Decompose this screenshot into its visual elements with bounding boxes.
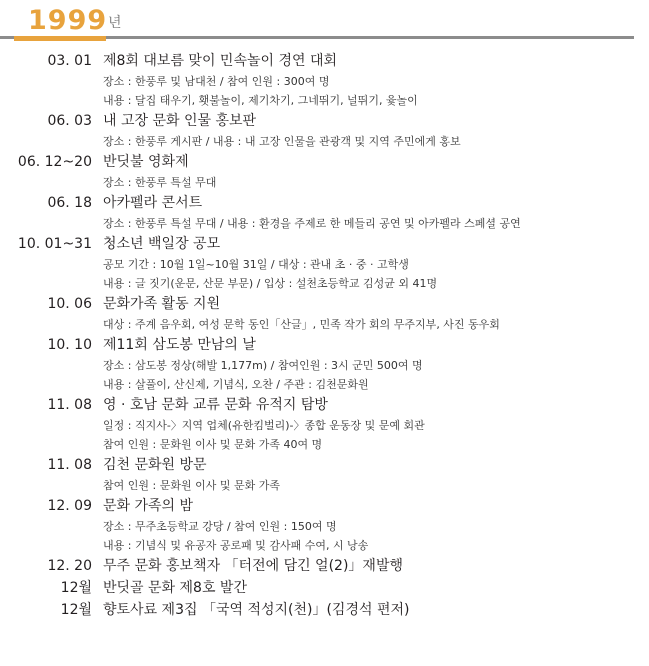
event-title: 내 고장 문화 인물 홍보판 bbox=[103, 113, 257, 129]
event-date: 06. 12~20 bbox=[17, 154, 92, 170]
event-date: 11. 08 bbox=[47, 397, 92, 413]
event-date: 12. 09 bbox=[47, 498, 92, 514]
event-title: 문화가족 활동 지원 bbox=[103, 296, 221, 312]
event-date: 12월 bbox=[60, 602, 92, 618]
event-item bbox=[0, 110, 649, 151]
event-title: 무주 문화 홍보책자 「터전에 담긴 얼(2)」재발행 bbox=[103, 558, 403, 574]
event-detail: 내용 : 살풀이, 산신제, 기념식, 오찬 / 주관 : 김천문화원 bbox=[103, 378, 369, 391]
event-detail: 내용 : 기념식 및 유공자 공로패 및 감사패 수여, 시 낭송 bbox=[103, 539, 369, 552]
event-title: 반딧불 영화제 bbox=[103, 154, 189, 170]
event-date: 12월 bbox=[60, 580, 92, 596]
event-title: 반딧골 문화 제8호 발간 bbox=[103, 580, 247, 596]
event-list bbox=[0, 50, 649, 621]
event-date: 10. 01~31 bbox=[17, 236, 92, 252]
event-date: 06. 18 bbox=[47, 195, 92, 211]
event-item bbox=[0, 394, 649, 454]
event-date: 12. 20 bbox=[47, 558, 92, 574]
event-title: 제8회 대보름 맞이 민속놀이 경연 대회 bbox=[103, 53, 338, 69]
event-item bbox=[0, 577, 649, 599]
event-detail: 참여 인원 : 문화원 이사 및 문화 가족 bbox=[103, 479, 280, 492]
year-suffix: 년 bbox=[108, 15, 122, 31]
event-item bbox=[0, 50, 649, 110]
event-detail: 장소 : 한풍루 특설 무대 / 내용 : 환경을 주제로 한 메들리 공연 및 아카펠라 스페셜 공연 bbox=[103, 217, 521, 230]
event-title: 아카펠라 콘서트 bbox=[103, 195, 203, 211]
event-item bbox=[0, 293, 649, 334]
event-item bbox=[0, 334, 649, 394]
event-detail: 장소 : 한풍루 및 남대천 / 참여 인원 : 300여 명 bbox=[103, 75, 330, 88]
event-title: 제11회 삼도봉 만남의 날 bbox=[103, 337, 256, 353]
event-detail: 일정 : 직지사-〉지역 업체(유한킴벌리)-〉종합 운동장 및 문예 회관 bbox=[103, 419, 425, 432]
event-detail: 내용 : 달집 태우기, 횃불놀이, 제기차기, 그네뛰기, 널뛰기, 윷놀이 bbox=[103, 94, 418, 107]
event-detail: 장소 : 한풍루 게시판 / 내용 : 내 고장 인물을 관광객 및 지역 주민에게 홍보 bbox=[103, 135, 461, 148]
event-title: 영 · 호남 문화 교류 문화 유적지 탐방 bbox=[103, 397, 328, 413]
event-date: 10. 06 bbox=[47, 296, 92, 312]
event-item bbox=[0, 192, 649, 233]
event-item bbox=[0, 151, 649, 192]
event-detail: 장소 : 삼도봉 정상(해발 1,177m) / 참여인원 : 3시 군민 500여 명 bbox=[103, 359, 423, 372]
event-item bbox=[0, 555, 649, 577]
event-detail: 참여 인원 : 문화원 이사 및 문화 가족 40여 명 bbox=[103, 438, 323, 451]
event-detail: 내용 : 글 짓기(운문, 산문 부문) / 입상 : 설천초등학교 김성균 외 41명 bbox=[103, 277, 438, 290]
event-item bbox=[0, 599, 649, 621]
event-item bbox=[0, 454, 649, 495]
event-date: 11. 08 bbox=[47, 457, 92, 473]
event-title: 김천 문화원 방문 bbox=[103, 457, 207, 473]
event-detail: 장소 : 한풍루 특설 무대 bbox=[103, 176, 217, 189]
event-date: 06. 03 bbox=[47, 113, 92, 129]
event-title: 문화 가족의 밤 bbox=[103, 498, 194, 514]
header-accent-bar bbox=[14, 36, 106, 41]
event-item bbox=[0, 233, 649, 293]
event-date: 03. 01 bbox=[47, 53, 92, 69]
event-detail: 장소 : 무주초등학교 강당 / 참여 인원 : 150여 명 bbox=[103, 520, 337, 533]
year-heading: 1999 bbox=[28, 5, 108, 36]
event-detail: 공모 기간 : 10월 1일~10월 31일 / 대상 : 관내 초 · 중 · 고학생 bbox=[103, 258, 409, 271]
event-item bbox=[0, 495, 649, 555]
event-title: 청소년 백일장 공모 bbox=[103, 236, 221, 252]
event-title: 향토사료 제3집 「국역 적성지(천)」(김경석 편저) bbox=[103, 602, 410, 618]
event-date: 10. 10 bbox=[47, 337, 92, 353]
event-detail: 대상 : 주계 음우회, 여성 문학 동인「산글」, 민족 작가 회의 무주지부, 사진 동우회 bbox=[103, 318, 500, 331]
page-header bbox=[0, 0, 649, 48]
